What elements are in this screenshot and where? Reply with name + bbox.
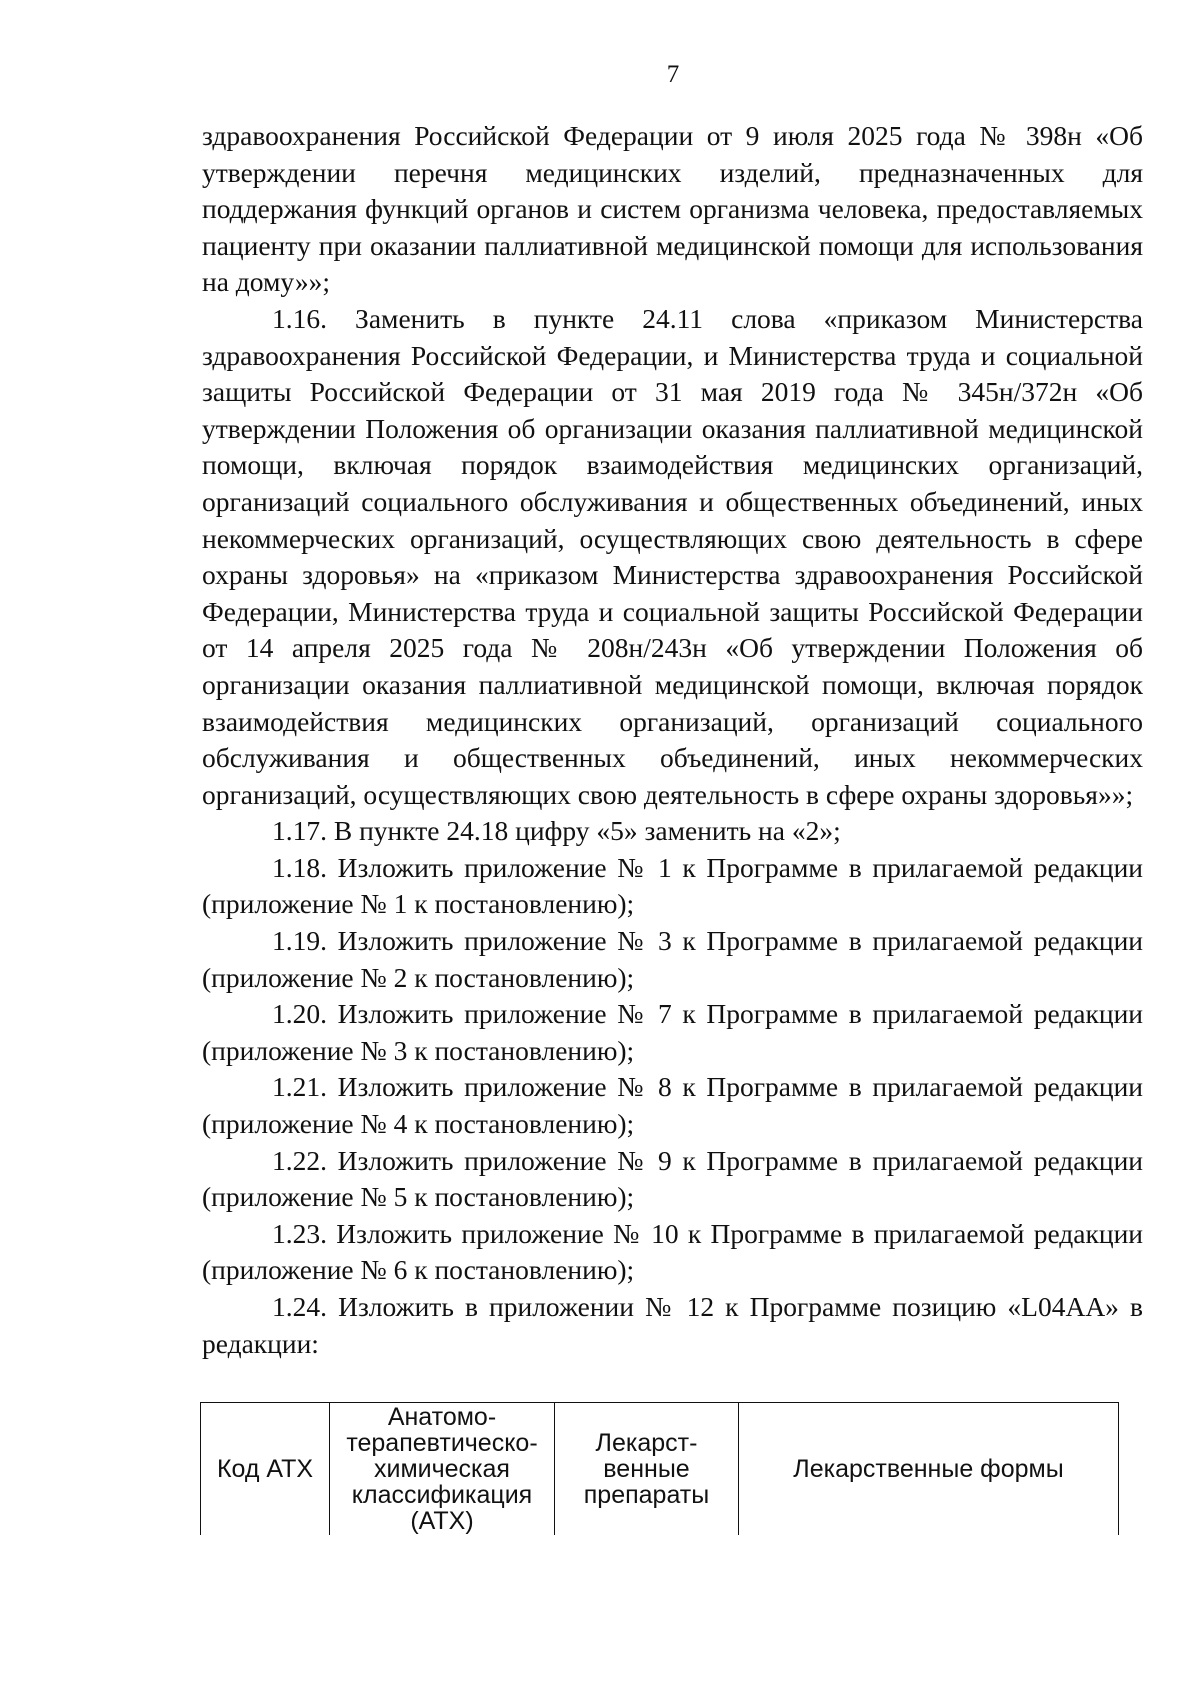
paragraph-1-22: 1.22. Изложить приложение № 9 к Программе в прилагаемой редакции (приложение № 5 к постановлению); <box>202 1144 1143 1213</box>
header-medicines: Лекарст- венные препараты <box>555 1403 739 1536</box>
paragraph-1-19: 1.19. Изложить приложение № 3 к Программе в прилагаемой редакции (приложение № 2 к постановлению); <box>202 925 1143 993</box>
paragraph-1-17: 1.17. В пункте 24.18 цифру «5» заменить на «2»; <box>272 815 841 847</box>
page-number: 7 <box>666 61 680 88</box>
paragraph-1-16: 1.16. Заменить в пункте 24.11 слова «приказом Министерства здравоохранения Российской Федерации, и Министерства труда и социальной защиты Российской Федерации от 31 мая 2019 года № 345н/372н «Об утверждении Положения об организации оказания паллиативной медицинской помощи, включая порядок взаимодействия медицинских организаций, организаций социального обслуживания и общественных объединений, иных некоммерческих организаций, осуществляющих свою деятельность в сфере охраны здоровья» на «приказом Министерства здравоохранения Российской Федерации, Министерства труда и социальной защиты Российской Федерации от 14 апреля 2025 года № 208н/243н «Об утверждении Положения об организации оказания паллиативной медицинской помощи, включая порядок взаимодействия медицинских организаций, организаций социального обслуживания и общественных объединений, иных некоммерческих организаций, осуществляющих свою деятельность в сфере охраны здоровья»»; <box>202 302 1143 810</box>
paragraph-1-20: 1.20. Изложить приложение № 7 к Программе в прилагаемой редакции (приложение № 3 к постановлению); <box>202 998 1143 1066</box>
paragraph-1-18: 1.18. Изложить приложение № 1 к Программе в прилагаемой редакции (приложение № 1 к постановлению); <box>202 851 1143 920</box>
paragraph-continuation: здравоохранения Российской Федерации от 9 июля 2025 года № 398н «Об утверждении перечня медицинских изделий, предназначенных для поддержания функций органов и систем организма человека, предоставляемых пациенту при оказании паллиативной медицинской помощи для использования на дому»»; <box>202 120 1143 298</box>
paragraph-1-23: 1.23. Изложить приложение № 10 к Программе в прилагаемой редакции (приложение № 6 к постановлению); <box>202 1217 1143 1286</box>
document-body <box>202 118 1143 1362</box>
header-atc-classification: Анатомо- терапевтическо- химическая классификация (АТХ) <box>330 1403 555 1536</box>
header-dosage-forms: Лекарственные формы <box>739 1403 1119 1536</box>
atc-table <box>200 1402 1119 1535</box>
table-header-row <box>201 1403 1119 1536</box>
header-atc-code: Код АТХ <box>201 1403 330 1536</box>
paragraph-1-21: 1.21. Изложить приложение № 8 к Программе в прилагаемой редакции (приложение № 4 к постановлению); <box>202 1071 1143 1140</box>
paragraph-1-24: 1.24. Изложить в приложении № 12 к Программе позицию «L04AA» в редакции: <box>202 1291 1143 1359</box>
